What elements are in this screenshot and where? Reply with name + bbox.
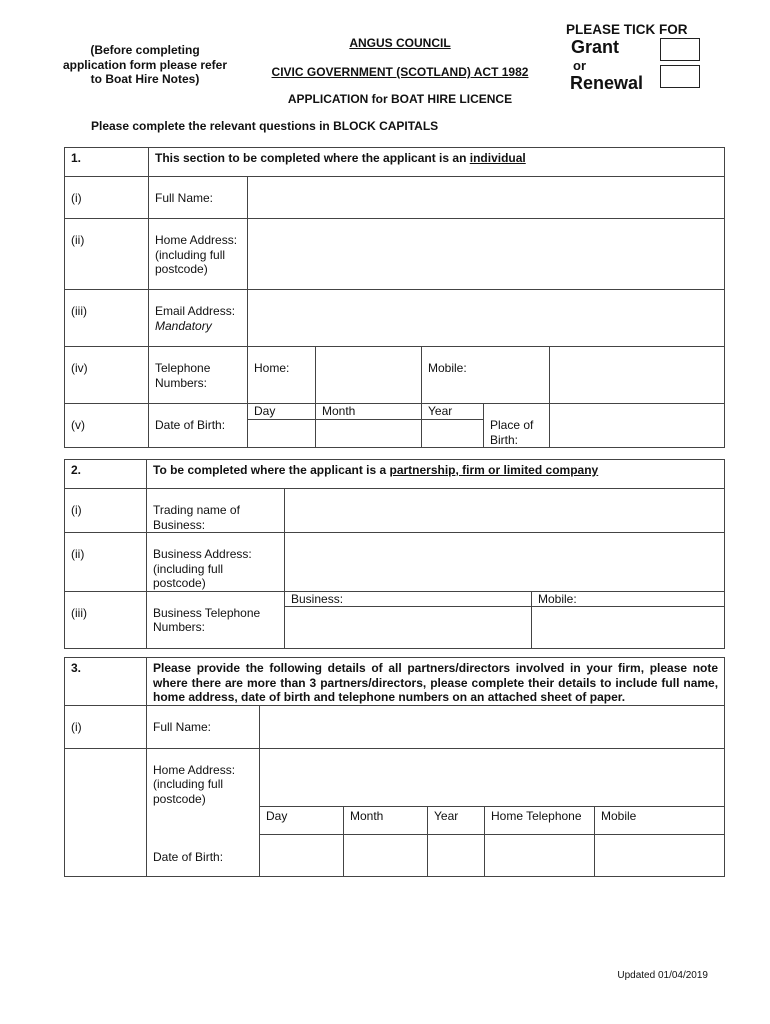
full-name-label: Full Name:: [149, 177, 248, 219]
section-2-number: 2.: [65, 460, 147, 489]
partner-home-telephone-field[interactable]: [485, 834, 595, 876]
grant-label: Grant: [571, 37, 620, 57]
partner-year-field[interactable]: [428, 834, 485, 876]
partner-mobile-field[interactable]: [595, 834, 725, 876]
partner-day-label: Day: [260, 806, 344, 834]
instructions: Please complete the relevant questions in BLOCK CAPITALS: [91, 119, 439, 133]
updated-date: Updated 01/04/2019: [617, 970, 708, 981]
partner-month-label: Month: [344, 806, 428, 834]
dob-month-field[interactable]: [316, 419, 422, 447]
trading-name-field[interactable]: [285, 489, 725, 533]
email-field[interactable]: [248, 290, 725, 347]
section-1-table: [64, 147, 725, 448]
row-label-i: (i): [65, 177, 149, 219]
act-title: CIVIC GOVERNMENT (SCOTLAND) ACT 1982: [271, 65, 529, 79]
business-phone-field[interactable]: [285, 607, 532, 649]
row-label-ii: (ii): [65, 533, 147, 592]
row-label-iii: (iii): [65, 290, 149, 347]
dob-year-label: Year: [422, 404, 484, 420]
home-address-field[interactable]: [248, 219, 725, 290]
renewal-checkbox[interactable]: [660, 65, 700, 88]
partner-month-field[interactable]: [344, 834, 428, 876]
row-label-i: (i): [65, 705, 147, 748]
partner-year-label: Year: [428, 806, 485, 834]
section-1-number: 1.: [65, 148, 149, 177]
partner-mobile-label: Mobile: [595, 806, 725, 834]
renewal-label: Renewal: [570, 73, 644, 93]
boat-hire-notes-reminder: (Before completing application form please refer to Boat Hire Notes): [62, 43, 228, 86]
section-3-number: 3.: [65, 658, 147, 706]
dob-label: Date of Birth:: [149, 404, 248, 448]
email-label: Email Address: Mandatory: [149, 290, 248, 347]
section-2-heading: To be completed where the applicant is a partnership, firm or limited company: [147, 460, 725, 489]
application-title: APPLICATION for BOAT HIRE LICENCE: [287, 92, 513, 106]
section-2-table: [64, 459, 725, 649]
partner-home-telephone-label: Home Telephone: [485, 806, 595, 834]
business-address-label: Business Address: (including full postcode): [147, 533, 285, 592]
home-phone-label: Home:: [248, 347, 316, 404]
row-label-blank: [65, 748, 147, 876]
full-name-field[interactable]: [248, 177, 725, 219]
partner-full-name-label: Full Name:: [147, 705, 260, 748]
council-name: ANGUS COUNCIL: [349, 36, 451, 50]
business-mobile-field[interactable]: [532, 607, 725, 649]
home-phone-field[interactable]: [316, 347, 422, 404]
partner-dob-label: Date of Birth:: [147, 806, 260, 876]
place-of-birth-label: Place of Birth:: [484, 404, 550, 448]
trading-name-label: Trading name of Business:: [147, 489, 285, 533]
partner-day-field[interactable]: [260, 834, 344, 876]
row-label-ii: (ii): [65, 219, 149, 290]
place-of-birth-field[interactable]: [550, 404, 725, 448]
section-3-table: [64, 657, 725, 877]
row-label-iv: (iv): [65, 347, 149, 404]
business-telephone-label: Business Telephone Numbers:: [147, 591, 285, 649]
business-phone-label: Business:: [285, 591, 532, 607]
row-label-v: (v): [65, 404, 149, 448]
partner-home-address-label: Home Address: (including full postcode): [147, 748, 260, 806]
home-address-label: Home Address: (including full postcode): [149, 219, 248, 290]
mandatory-note: Mandatory: [155, 318, 212, 333]
mobile-phone-label: Mobile:: [422, 347, 550, 404]
dob-day-field[interactable]: [248, 419, 316, 447]
grant-checkbox[interactable]: [660, 38, 700, 61]
business-address-field[interactable]: [285, 533, 725, 592]
or-label: or: [573, 58, 586, 73]
tick-heading: PLEASE TICK FOR: [566, 22, 688, 37]
mobile-phone-field[interactable]: [550, 347, 725, 404]
dob-day-label: Day: [248, 404, 316, 420]
partner-full-name-field[interactable]: [260, 705, 725, 748]
telephone-label: Telephone Numbers:: [149, 347, 248, 404]
business-mobile-label: Mobile:: [532, 591, 725, 607]
dob-month-label: Month: [316, 404, 422, 420]
section-3-heading: Please provide the following details of all partners/directors involved in your firm, please note where there are more than 3 partners/directors, please complete their details to include full name, home address, date of birth and telephone numbers on an attached sheet of paper.: [147, 658, 725, 706]
partner-home-address-field[interactable]: [260, 748, 725, 806]
section-1-heading: This section to be completed where the applicant is an individual: [149, 148, 725, 177]
dob-year-field[interactable]: [422, 419, 484, 447]
row-label-i: (i): [65, 489, 147, 533]
row-label-iii: (iii): [65, 591, 147, 649]
